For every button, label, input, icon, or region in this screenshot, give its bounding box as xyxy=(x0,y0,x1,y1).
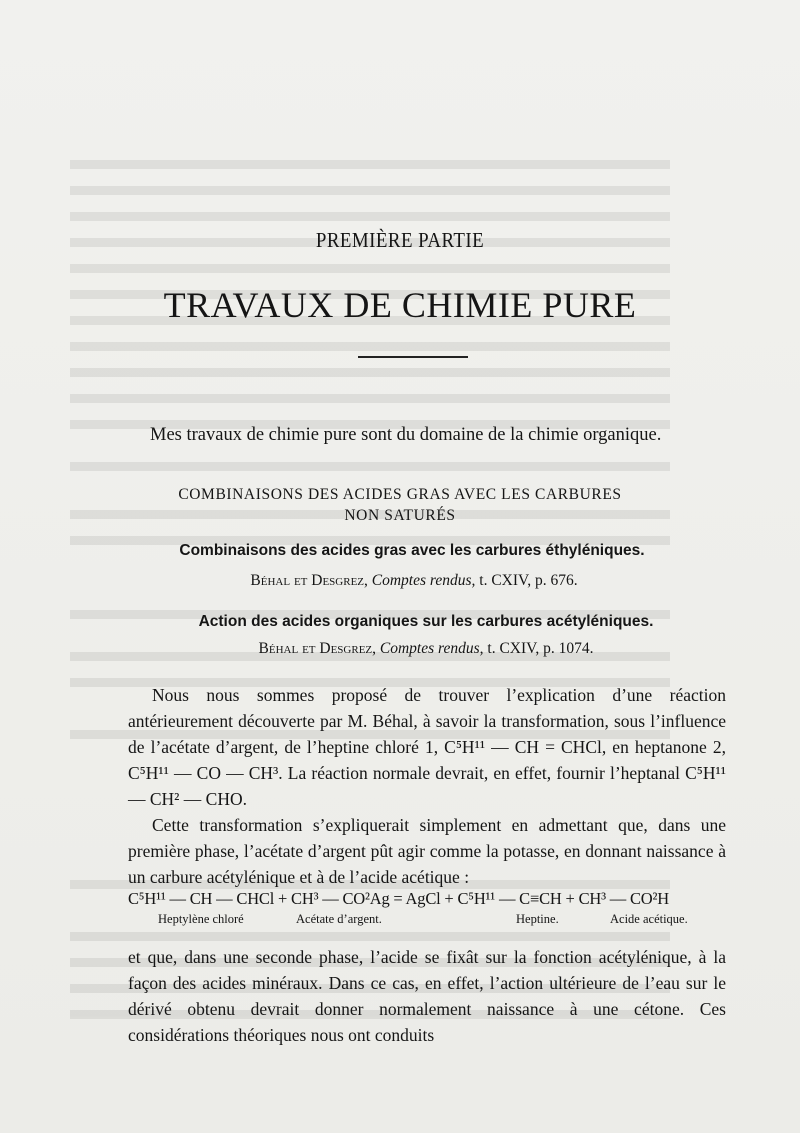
subsection-heading-acetylenic: Action des acides organiques sur les carbures acétyléniques. xyxy=(198,613,654,630)
intro-sentence: Mes travaux de chimie pure sont du domaine de la chimie organique. xyxy=(150,425,662,445)
reference-acetylenic xyxy=(26,640,800,658)
reference-authors: Béhal et Desgrez, xyxy=(258,640,377,657)
reaction-equation: C⁵H¹¹ — CH — CHCl + CH³ — CO²Ag = AgCl + C⁵H¹¹ — C≡CH + CH³ — CO²H xyxy=(128,889,669,908)
reference-details: t. CXIV, p. 1074. xyxy=(487,640,594,657)
reference-journal: Comptes rendus, xyxy=(379,640,484,657)
equation-label-acetic-acid: Acide acétique. xyxy=(610,912,688,926)
subsection-heading-ethylenic: Combinaisons des acides gras avec les carbures éthyléniques. xyxy=(179,542,645,559)
reference-details: t. CXIV, p. 676. xyxy=(479,572,578,589)
equation-label-heptylene: Heptylène chloré xyxy=(158,912,244,926)
paragraph-hypothesis: Cette transformation s’expliquerait simplement en admettant que, dans une première phase, l’acétate d’argent pût agir comme la potasse, en donnant naissance à un carbure acétylénique et à de l’acide acétique : xyxy=(128,815,726,887)
paragraph-explanation: Nous nous sommes proposé de trouver l’explication d’une réaction antérieurement découverte par M. Béhal, à savoir la transformation, sous l’influence de l’acétate d’argent, de l’heptine chloré 1, C⁵H¹¹ — CH = CHCl, en heptanone 2, C⁵H¹¹ — CO — CH³. La réaction normale devrait, en effet, fournir l’heptanal C⁵H¹¹ — CH² — CHO. xyxy=(128,685,726,809)
reference-ethylenic xyxy=(14,572,800,590)
reference-authors: Béhal et Desgrez, xyxy=(250,572,368,589)
equation-label-silver-acetate: Acétate d’argent. xyxy=(296,912,382,926)
main-title: TRAVAUX DE CHIMIE PURE xyxy=(163,285,637,325)
section-heading-line1: COMBINAISONS DES ACIDES GRAS AVEC LES CARBURES xyxy=(178,486,622,503)
reference-journal: Comptes rendus, xyxy=(371,572,476,589)
body-paragraphs-top xyxy=(128,682,726,890)
part-title: PREMIÈRE PARTIE xyxy=(315,228,485,252)
title-rule xyxy=(358,356,468,358)
equation-label-heptine: Heptine. xyxy=(516,912,559,926)
section-heading-line2: NON SATURÉS xyxy=(344,507,456,524)
body-paragraphs-bottom xyxy=(128,944,726,1048)
paragraph-second-phase: et que, dans une seconde phase, l’acide se fixât sur la fonction acétylénique, à la façon des acides minéraux. Dans ce cas, en effet, l’action ultérieure de l’eau sur le dérivé obtenu devrait donner normalement naissance à une cétone. Ces considérations théoriques nous ont conduits xyxy=(128,947,726,1045)
